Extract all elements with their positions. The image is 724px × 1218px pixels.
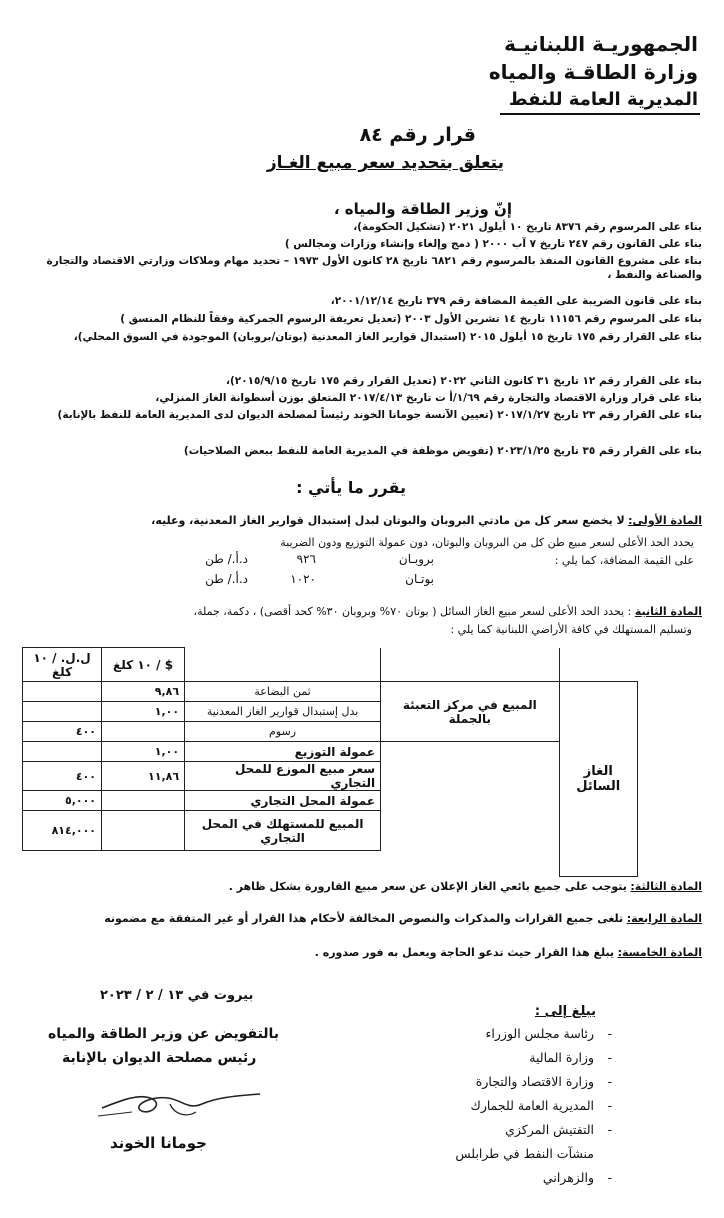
article-2	[20, 603, 702, 620]
article-3-text: يتوجب على جميع بائعي الغاز الإعلان عن سعر مبيع القارورة بشكل ظاهر .	[228, 880, 627, 893]
product-value-propane: ٩٢٦	[296, 552, 316, 566]
preamble-item: بناء على القرار رقم ١٢ تاريخ ٣١ كانون الثاني ٢٠٢٢ (تعديل القرار رقم ١٧٥ تاريخ ٢٠١٥/٩/١٥)،	[225, 375, 702, 387]
article-1	[20, 512, 702, 529]
article-1-text: لا يخضع سعر كل من مادتي البروبان والبوتان لبدل إستبدال قوارير الغاز المعدنية، وعليه،	[151, 514, 625, 527]
row-label: عمولة المحل التجاري	[185, 791, 381, 811]
table-row	[23, 811, 638, 851]
product-value-butane: ١٠٢٠	[290, 572, 316, 586]
article-1-label: المادة الأولى:	[628, 514, 702, 527]
decides-heading: يقرر ما يأتي :	[296, 478, 406, 497]
article-4-label: المادة الرابعة:	[626, 912, 702, 925]
directorate-heading: المديرية العامة للنفط	[508, 89, 698, 110]
article-2-text: : يحدد الحد الأعلى لسعر مبيع الغاز السائل ( بوتان ٧٠% وبروبان ٣٠% كحد أقصى) ، دكمة، جملة،	[193, 605, 632, 618]
row-usd: ١١,٨٦	[102, 762, 185, 791]
article-1-line2: يحدد الحد الأعلى لسعر مبيع طن كل من البروبان والبوتان، دون عمولة التوزيع ودون الضريبة	[280, 536, 694, 549]
list-item: المديرية العامة للجمارك -	[406, 1094, 596, 1118]
preamble-item: بناء على مشروع القانون المنفذ بالمرسوم رقم ٦٨٢١ تاريخ ٢٨ كانون الأول ١٩٧٣ – تحديد مهام وملاكات وزارتي الاقتصاد والتجارة والصناعة والنفط ،	[46, 255, 702, 281]
preamble-item: بناء على المرسوم رقم ١١١٥٦ تاريخ ١٤ تشرين الأول ٢٠٠٣ (تعديل تعريفة الرسوم الجمركية وفقاً للنظام المنسق )	[120, 313, 702, 325]
article-3	[20, 878, 702, 895]
signature-line1: بالتفويض عن وزير الطاقة والمياه	[48, 1026, 280, 1042]
article-5-text: يبلغ هذا القرار حيث تدعو الحاجة ويعمل به فور صدوره .	[314, 946, 615, 959]
wholesale-group-cell: المبيع في مركز التعبئة بالجملة	[381, 682, 559, 742]
ministry-heading: وزارة الطاقـة والمياه	[488, 60, 698, 84]
row-usd	[102, 811, 185, 851]
preamble-item: بناء على قرار وزارة الاقتصاد والتجارة رقم ١/٦٩/أ ت تاريخ ٢٠١٧/٤/١٣ المتعلق بوزن أسطوانة الغاز المنزلي،	[155, 392, 702, 404]
row-usd: ١,٠٠	[102, 702, 185, 722]
header-underline	[500, 112, 700, 116]
row-label: المبيع للمستهلك في المحل التجاري	[185, 811, 381, 851]
article-4	[20, 910, 702, 927]
article-2-line2: وتسليم المستهلك في كافة الأراضي اللبنانية كما يلي :	[450, 623, 692, 636]
product-unit-propane: د.أ./ طن	[205, 552, 248, 566]
preamble-item: بناء على القرار رقم ٢٣ تاريخ ٢٠١٧/١/٢٧ (تعيين الآنسة جومانا الخوند رئيساً لمصلحة الديوان لدى المديرية العامة للنفط بالإنابة)	[57, 409, 702, 421]
row-usd	[102, 791, 185, 811]
distribution-list	[406, 1022, 596, 1190]
price-table	[22, 647, 638, 877]
row-lbp: ٤٠٠	[23, 762, 102, 791]
row-label: بدل إستبدال قوارير الغاز المعدنية	[185, 702, 381, 722]
row-usd: ١,٠٠	[102, 742, 185, 762]
intro-line: إنّ وزير الطاقة والمياه ،	[333, 200, 512, 218]
decision-subject: يتعلق بتحديد سعر مبيع الغـاز	[266, 153, 504, 173]
row-label: عمولة التوزيع	[185, 742, 381, 762]
article-5	[20, 944, 702, 961]
preamble-item: بناء على القرار رقم ١٧٥ تاريخ ١٥ أيلول ٢٠١٥ (استبدال قوارير الغاز المعدنية (بوتان/بروبان) الموجودة في السوق المحلي)،	[73, 331, 702, 343]
col-header-usd: $ / ١٠ كلغ	[102, 648, 185, 682]
signatory-name: جومانا الخوند	[110, 1134, 207, 1152]
signature-line2: رئيس مصلحة الديوان بالإنابة	[62, 1050, 257, 1066]
preamble-item: بناء على القرار رقم ٣٥ تاريخ ٢٠٢٣/١/٢٥ (تفويض موظفة في المديرية العامة للنفط ببعض الصلاحيات)	[183, 445, 702, 457]
row-lbp	[23, 682, 102, 702]
article-1-line3: على القيمة المضافة، كما يلي :	[554, 554, 694, 567]
article-4-text: تلغى جميع القرارات والمذكرات والنصوص المخالفة لأحكام هذا القرار أو غير المتفقة مع مضمونه	[104, 912, 624, 925]
list-item: وزارة المالية -	[406, 1046, 596, 1070]
row-lbp: ٥,٠٠٠	[23, 791, 102, 811]
product-unit-butane: د.أ./ طن	[205, 572, 248, 586]
article-5-label: المادة الخامسة:	[617, 946, 702, 959]
row-lbp	[23, 742, 102, 762]
table-corner	[559, 648, 637, 682]
list-item: رئاسة مجلس الوزراء -	[406, 1022, 596, 1046]
table-row	[23, 742, 638, 762]
preamble-item: بناء على القانون رقم ٢٤٧ تاريخ ٧ آب ٢٠٠٠ ( دمج وإلغاء وإنشاء وزارات ومجالس )	[284, 238, 702, 250]
product-name-propane: بروبـان	[398, 552, 434, 566]
row-label: رسوم	[185, 722, 381, 742]
decision-number: قرار رقم ٨٤	[359, 124, 476, 146]
row-label: ثمن البضاعة	[185, 682, 381, 702]
product-cell: الغاز السائل	[559, 682, 637, 877]
preamble-item: بناء على المرسوم رقم ٨٣٧٦ تاريخ ١٠ أيلول ٢٠٢١ (تشكيل الحكومة)،	[353, 221, 702, 233]
handwritten-signature	[92, 1070, 272, 1130]
republic-heading: الجمهوريـة اللبنانيـة	[504, 32, 698, 56]
product-name-butane: بوتـان	[405, 572, 434, 586]
row-lbp: ٤٠٠	[23, 722, 102, 742]
table-row	[23, 791, 638, 811]
list-item: وزارة الاقتصاد والتجارة -	[406, 1070, 596, 1094]
row-usd	[102, 722, 185, 742]
article-3-label: المادة الثالثة:	[630, 880, 702, 893]
table-row	[23, 762, 638, 791]
distribution-title: يبلغ إلى :	[534, 1004, 596, 1019]
row-usd: ٩,٨٦	[102, 682, 185, 702]
row-label: سعر مبيع الموزع للمحل التجاري	[185, 762, 381, 791]
article-2-label: المادة الثانية	[634, 605, 702, 618]
preamble-item: بناء على قانون الضريبة على القيمة المضافة رقم ٣٧٩ تاريخ ٢٠٠١/١٢/١٤،	[330, 295, 702, 307]
list-item: التفتيش المركزي -	[406, 1118, 596, 1142]
row-lbp: ٨١٤,٠٠٠	[23, 811, 102, 851]
row-lbp	[23, 702, 102, 722]
table-row	[23, 682, 638, 702]
place-date: بيروت في ١٣ / ٢ / ٢٠٢٣	[100, 988, 254, 1003]
col-header-lbp: ل.ل. / ١٠ كلغ	[23, 648, 102, 682]
list-item: منشآت النفط في طرابلس والزهراني -	[406, 1142, 596, 1190]
